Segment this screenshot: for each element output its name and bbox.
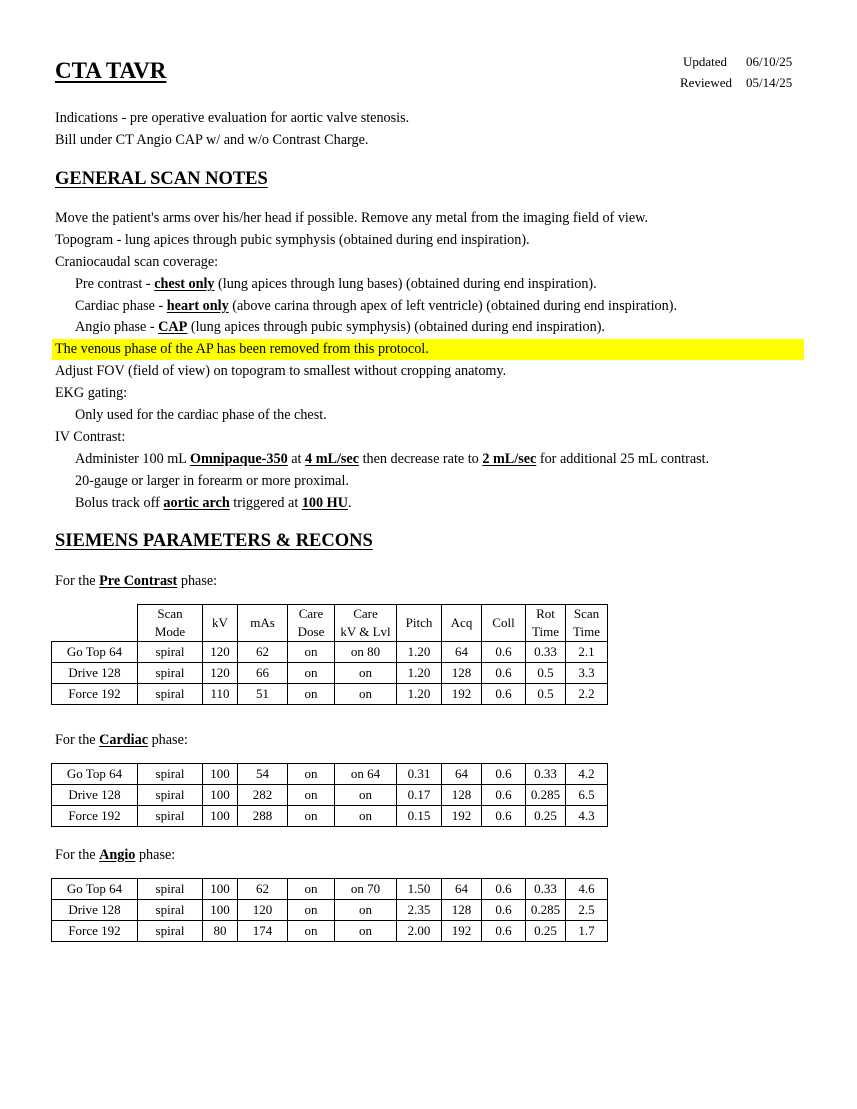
table-cell: 0.285 (526, 785, 566, 806)
scanner-name-cell: Go Top 64 (52, 764, 138, 785)
table-cell: 128 (442, 785, 482, 806)
table-row (52, 921, 608, 942)
header-acq: Acq (442, 605, 482, 642)
angio-table (51, 878, 608, 942)
table-cell: spiral (138, 764, 203, 785)
table-cell: spiral (138, 684, 203, 705)
table-cell: 174 (238, 921, 288, 942)
table-cell: on (335, 806, 397, 827)
table-cell: 2.2 (566, 684, 608, 705)
table-cell: on 70 (335, 879, 397, 900)
table-cell: 0.33 (526, 642, 566, 663)
table-cell: 0.33 (526, 764, 566, 785)
table-cell: 1.20 (397, 684, 442, 705)
table-row (52, 879, 608, 900)
table-cell: 80 (203, 921, 238, 942)
page-title: CTA TAVR (55, 58, 167, 83)
reviewed-label: Reviewed (680, 75, 732, 90)
table-cell: 110 (203, 684, 238, 705)
scanner-name-cell: Go Top 64 (52, 642, 138, 663)
note-iv-bolus: Bolus track off aortic arch triggered at 100 HU. (75, 495, 352, 511)
indications-text: Indications - pre operative evaluation for aortic valve stenosis. (55, 110, 410, 126)
table-cell: 6.5 (566, 785, 608, 806)
table-cell: 1.20 (397, 642, 442, 663)
table-cell: 0.6 (482, 764, 526, 785)
table-cell: 192 (442, 921, 482, 942)
table-cell: 0.25 (526, 806, 566, 827)
scanner-name-cell: Drive 128 (52, 663, 138, 684)
table-cell: 4.6 (566, 879, 608, 900)
table-cell: on (288, 785, 335, 806)
table-cell: on (288, 900, 335, 921)
table-cell: on (288, 879, 335, 900)
table-cell: on (288, 663, 335, 684)
table-cell: 0.5 (526, 684, 566, 705)
table-cell: on 80 (335, 642, 397, 663)
table-cell: 100 (203, 785, 238, 806)
table-cell: spiral (138, 642, 203, 663)
table-cell: 0.15 (397, 806, 442, 827)
note-topogram: Topogram - lung apices through pubic symphysis (obtained during end inspiration). (55, 232, 530, 248)
venous-phase-notice: The venous phase of the AP has been removed from this protocol. (55, 341, 429, 357)
table-cell: 4.2 (566, 764, 608, 785)
header-coll: Coll (482, 605, 526, 642)
table-cell: 64 (442, 642, 482, 663)
table-cell: 100 (203, 806, 238, 827)
table-cell: 0.6 (482, 921, 526, 942)
cardiac-table (51, 763, 608, 827)
cardiac-caption: For the Cardiac phase: (55, 732, 188, 748)
table-cell: on (335, 785, 397, 806)
table-cell: 120 (203, 642, 238, 663)
note-arms: Move the patient's arms over his/her head if possible. Remove any metal from the imaging field of view. (55, 210, 649, 226)
updated-label: Updated (683, 54, 728, 69)
table-cell: 62 (238, 879, 288, 900)
header-scan-mode: Scan Mode (138, 605, 203, 642)
pre-contrast-table (51, 604, 608, 705)
table-cell: on (288, 684, 335, 705)
general-scan-notes-heading: GENERAL SCAN NOTES (55, 169, 268, 189)
table-cell: 4.3 (566, 806, 608, 827)
table-cell: on (288, 806, 335, 827)
table-cell: 120 (238, 900, 288, 921)
table-cell: 2.00 (397, 921, 442, 942)
scanner-name-cell: Force 192 (52, 806, 138, 827)
table-cell: 0.6 (482, 684, 526, 705)
table-cell: 0.285 (526, 900, 566, 921)
table-cell: 64 (442, 764, 482, 785)
table-cell: spiral (138, 921, 203, 942)
table-cell: on (288, 921, 335, 942)
table-cell: on (335, 684, 397, 705)
scanner-name-cell: Drive 128 (52, 900, 138, 921)
table-row (52, 684, 608, 705)
table-cell: 0.5 (526, 663, 566, 684)
note-iv-administer: Administer 100 mL Omnipaque-350 at 4 mL/sec then decrease rate to 2 mL/sec for additional 25 mL contrast. (75, 451, 710, 467)
table-cell: 100 (203, 900, 238, 921)
note-cardiac-phase: Cardiac phase - heart only (above carina through apex of left ventricle) (obtained during end inspiration). (75, 298, 677, 314)
table-cell: 192 (442, 806, 482, 827)
scanner-name-cell: Drive 128 (52, 785, 138, 806)
table-cell: 2.35 (397, 900, 442, 921)
table-cell: 0.33 (526, 879, 566, 900)
table-cell: 0.6 (482, 663, 526, 684)
table-cell: spiral (138, 879, 203, 900)
table-row (52, 806, 608, 827)
table-cell: 62 (238, 642, 288, 663)
table-cell: 0.6 (482, 785, 526, 806)
angio-caption: For the Angio phase: (55, 847, 176, 863)
table-cell: 51 (238, 684, 288, 705)
table-cell: 128 (442, 663, 482, 684)
table-cell: 192 (442, 684, 482, 705)
note-iv-gauge: 20-gauge or larger in forearm or more proximal. (75, 473, 349, 489)
table-row (52, 764, 608, 785)
table-cell: 0.17 (397, 785, 442, 806)
table-row (52, 642, 608, 663)
table-cell: 128 (442, 900, 482, 921)
header-scan-time: Scan Time (566, 605, 608, 642)
table-cell: 0.31 (397, 764, 442, 785)
scanner-name-cell: Go Top 64 (52, 879, 138, 900)
note-iv-contrast: IV Contrast: (55, 429, 126, 445)
note-ekg-detail: Only used for the cardiac phase of the chest. (75, 407, 327, 423)
table-header-row (52, 605, 608, 642)
table-row (52, 900, 608, 921)
header-rot-time: Rot Time (526, 605, 566, 642)
table-cell: 66 (238, 663, 288, 684)
reviewed-date: 05/14/25 (746, 75, 793, 90)
updated-date: 06/10/25 (746, 54, 793, 69)
table-cell: on (335, 921, 397, 942)
table-cell: 0.25 (526, 921, 566, 942)
note-pre-contrast: Pre contrast - chest only (lung apices through lung bases) (obtained during end inspiration). (75, 276, 597, 292)
table-cell: 100 (203, 879, 238, 900)
table-cell: 2.1 (566, 642, 608, 663)
table-cell: spiral (138, 900, 203, 921)
table-cell: spiral (138, 806, 203, 827)
header-mas: mAs (238, 605, 288, 642)
table-cell: on (335, 900, 397, 921)
header-care-kv-lvl: Care kV & Lvl (335, 605, 397, 642)
note-fov: Adjust FOV (field of view) on topogram to smallest without cropping anatomy. (55, 363, 507, 379)
header-blank (52, 605, 138, 642)
billing-text: Bill under CT Angio CAP w/ and w/o Contrast Charge. (55, 132, 369, 148)
table-row (52, 785, 608, 806)
table-cell: 100 (203, 764, 238, 785)
note-ekg: EKG gating: (55, 385, 128, 401)
table-cell: on (288, 764, 335, 785)
scanner-name-cell: Force 192 (52, 684, 138, 705)
table-cell: spiral (138, 785, 203, 806)
scanner-name-cell: Force 192 (52, 921, 138, 942)
table-cell: 0.6 (482, 900, 526, 921)
table-cell: 0.6 (482, 879, 526, 900)
table-cell: 288 (238, 806, 288, 827)
siemens-heading: SIEMENS PARAMETERS & RECONS (55, 531, 373, 551)
table-cell: spiral (138, 663, 203, 684)
table-cell: 3.3 (566, 663, 608, 684)
table-cell: 282 (238, 785, 288, 806)
table-row (52, 663, 608, 684)
table-cell: 120 (203, 663, 238, 684)
table-cell: 54 (238, 764, 288, 785)
table-cell: 0.6 (482, 806, 526, 827)
table-cell: 2.5 (566, 900, 608, 921)
table-cell: 1.20 (397, 663, 442, 684)
note-coverage: Craniocaudal scan coverage: (55, 254, 219, 270)
table-cell: on (288, 642, 335, 663)
header-care-dose: Care Dose (288, 605, 335, 642)
header-kv: kV (203, 605, 238, 642)
pre-contrast-caption: For the Pre Contrast phase: (55, 573, 218, 589)
note-angio-phase: Angio phase - CAP (lung apices through pubic symphysis) (obtained during end inspiration). (75, 319, 605, 335)
table-cell: on 64 (335, 764, 397, 785)
table-cell: 1.7 (566, 921, 608, 942)
table-cell: 1.50 (397, 879, 442, 900)
table-cell: 0.6 (482, 642, 526, 663)
header-pitch: Pitch (397, 605, 442, 642)
table-cell: on (335, 663, 397, 684)
table-cell: 64 (442, 879, 482, 900)
